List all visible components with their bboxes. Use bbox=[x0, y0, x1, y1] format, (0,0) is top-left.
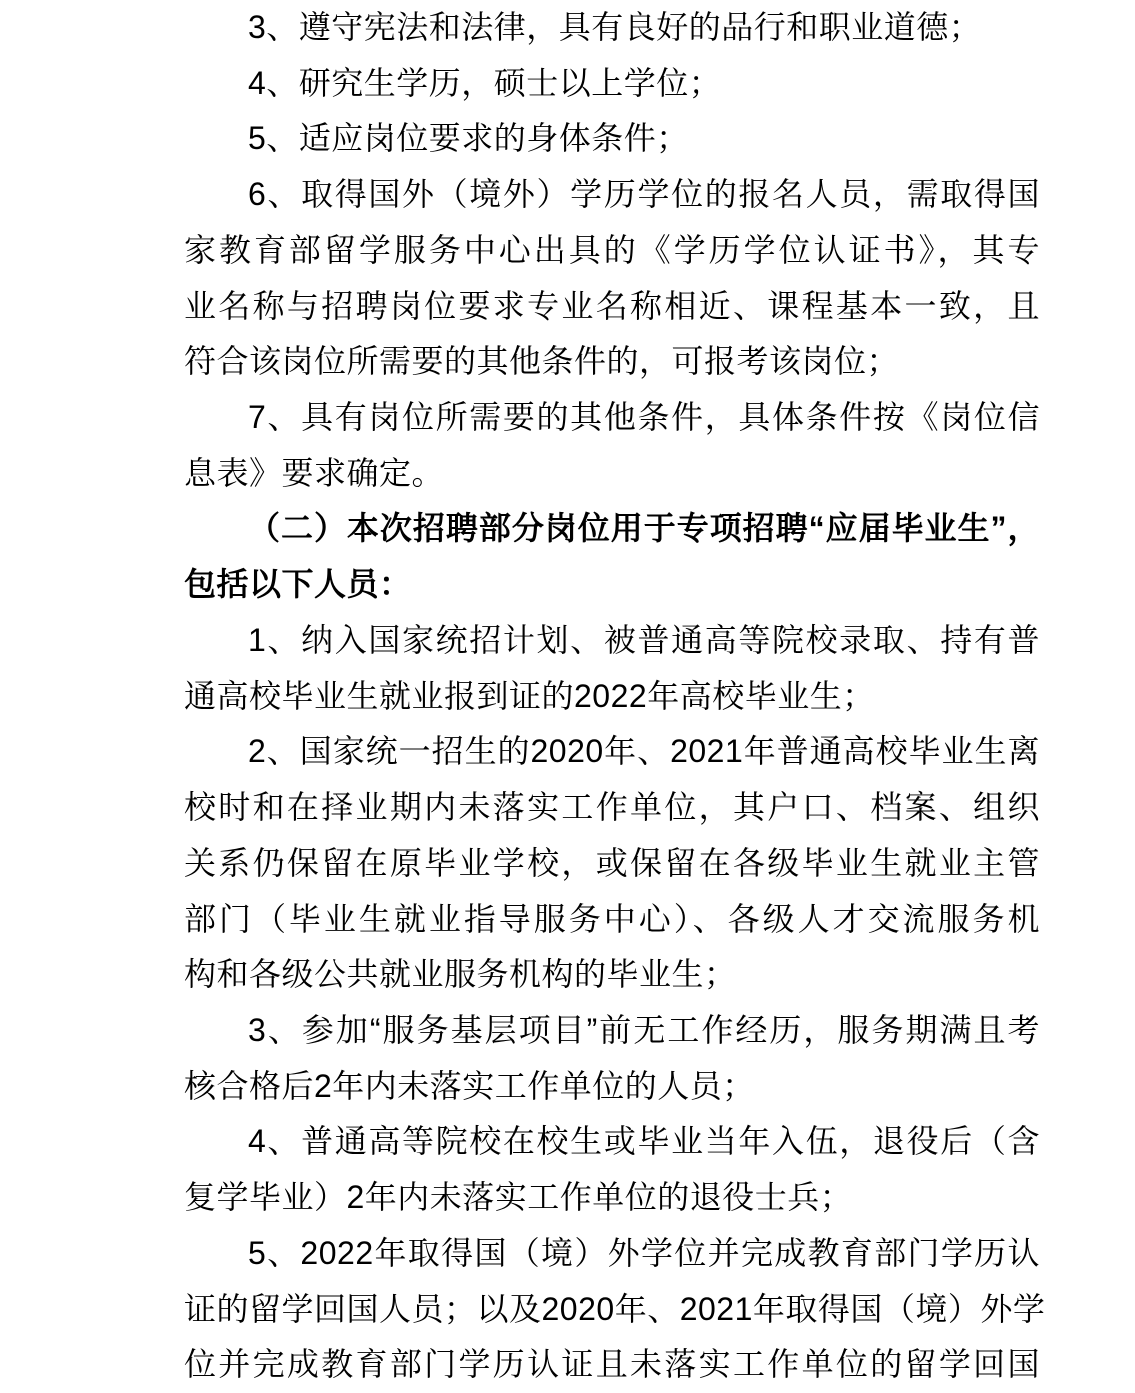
text-line: 核合格后2年内未落实工作单位的人员； bbox=[184, 1067, 755, 1104]
text-line: 3、遵守宪法和法律，具有良好的品行和职业道德； bbox=[248, 9, 982, 45]
paragraph bbox=[184, 1003, 1040, 1114]
text-line: 位并完成教育部门学历认证且未落实工作单位的留学回国 bbox=[184, 1346, 1040, 1383]
paragraph bbox=[184, 56, 1040, 112]
text-line: 1、纳入国家统招计划、被普通高等院校录取、持有普 bbox=[248, 621, 1040, 658]
paragraph bbox=[184, 1226, 1046, 1393]
paragraph bbox=[184, 1114, 1040, 1225]
paragraph bbox=[184, 111, 1040, 167]
text-line: 5、2022年取得国（境）外学位并完成教育部门学历认 bbox=[248, 1234, 1040, 1271]
text-line: 4、普通高等院校在校生或毕业当年入伍，退役后（含 bbox=[248, 1123, 1040, 1160]
text-line: 家教育部留学服务中心出具的《学历学位认证书》，其专 bbox=[184, 231, 1040, 268]
paragraph bbox=[184, 724, 1040, 1003]
text-line: 7、具有岗位所需要的其他条件，具体条件按《岗位信 bbox=[248, 399, 1040, 436]
text-line: 息表》要求确定。 bbox=[184, 454, 445, 491]
text-line: 复学毕业）2年内未落实工作单位的退役士兵； bbox=[184, 1179, 853, 1216]
text-line: 5、适应岗位要求的身体条件； bbox=[248, 120, 689, 157]
paragraph bbox=[184, 0, 1040, 56]
text-line: 关系仍保留在原毕业学校，或保留在各级毕业生就业主管 bbox=[184, 844, 1040, 881]
text-line: 4、研究生学历，硕士以上学位； bbox=[248, 64, 722, 101]
text-line: （二）本次招聘部分岗位用于专项招聘“应届毕业生”， bbox=[248, 510, 1040, 547]
paragraph bbox=[184, 613, 1040, 724]
document-body bbox=[184, 0, 1046, 1393]
text-line: 6、取得国外（境外）学历学位的报名人员，需取得国 bbox=[248, 176, 1040, 213]
paragraph bbox=[184, 390, 1040, 501]
text-line: 通高校毕业生就业报到证的2022年高校毕业生； bbox=[184, 677, 875, 714]
text-line: 2、国家统一招生的2020年、2021年普通高校毕业生离 bbox=[248, 733, 1040, 770]
paragraph bbox=[184, 167, 1040, 390]
text-line: 证的留学回国人员；以及2020年、2021年取得国（境）外学 bbox=[184, 1290, 1046, 1327]
text-line: 符合该岗位所需要的其他条件的，可报考该岗位； bbox=[184, 343, 900, 380]
text-line: 业名称与招聘岗位要求专业名称相近、课程基本一致，且 bbox=[184, 287, 1040, 324]
paragraph bbox=[184, 501, 1040, 612]
text-line: 部门（毕业生就业指导服务中心）、各级人才交流服务机 bbox=[184, 900, 1040, 937]
text-line: 包括以下人员： bbox=[184, 566, 412, 603]
text-line: 构和各级公共就业服务机构的毕业生； bbox=[184, 956, 737, 993]
text-line: 3、参加“服务基层项目”前无工作经历，服务期满且考 bbox=[248, 1011, 1040, 1048]
text-line: 校时和在择业期内未落实工作单位，其户口、档案、组织 bbox=[184, 789, 1040, 826]
